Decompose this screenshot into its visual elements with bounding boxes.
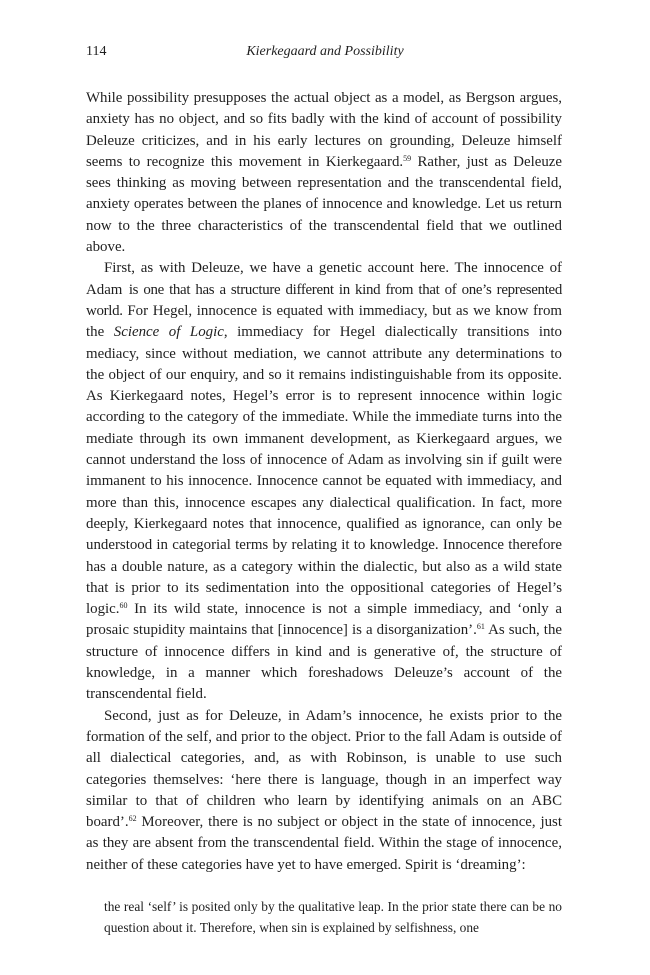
paragraph-text: While possibility presupposes the actual object as a model, as Bergson argues, anxiety has no object, and so fits badly with the kind of account of possibility Deleuze criticizes, and in his early lectures on grounding, Deleuze himself seems to recognize this movement in Kierkegaard. (86, 90, 562, 170)
paragraph-text: is one that has a structure different in kind from that of one’s represented world. (86, 281, 562, 319)
footnote-ref: 62 (128, 814, 137, 824)
paragraph-text: Second, just as for Deleuze, in Adam’s innocence, he exists prior to the formation of the self, and prior to the object. Prior to the fall Adam is outside of all dialectical categories, and, as with Robinson, is unable to use such categories themselves: ‘here there is language, though in an imperfect way similar to that of children who learn by identifying animals on an ABC board’. (86, 707, 562, 831)
footnote-ref: 59 (403, 153, 412, 163)
footnote-ref: 60 (119, 601, 128, 611)
paragraph-text: First, as with Deleuze, we have a genetic account here. The innocence of Adam (86, 260, 562, 298)
paragraph-3 (86, 706, 562, 876)
paragraph-1 (86, 88, 562, 258)
paragraph-text: , immediacy for Hegel dialectically transitions into mediacy, since without mediation, we cannot attribute any determinations to the object of our enquiry, and so it remains indistinguishable from its opposite. As Kierkegaard notes, Hegel’s error is to represent innocence within logic according to the category of the immediate. While the immediate turns into the mediate through its own immanent development, as Kierkegaard argues, we cannot understand the loss of innocence of Adam as involving sin if guilt were immanent to his innocence. Innocence cannot be equated with immediacy, and more than this, innocence escapes any dialectical qualification. In fact, more deeply, Kierkegaard notes that innocence, qualified as ignorance, can only be understood in categorial terms by relating it to knowledge. Innocence therefore has a double nature, as a category within the dialectic, but also as a wild state that is prior to its sedimentation into the oppositional categories of Hegel’s logic. (86, 324, 562, 618)
paragraph-text: In its wild state, innocence is not a simple immediacy, and ‘only a prosaic stupidity maintains that [innocence] is a disorganization’. (86, 601, 562, 639)
running-title: Kierkegaard and Possibility (246, 44, 404, 59)
paragraph-2 (86, 258, 562, 705)
paragraph-text: As such, the structure of innocence differs in kind and is generative of, the structure of knowledge, in a manner which foreshadows Deleuze’s account of the transcendental field. (86, 622, 562, 703)
paragraph-text: Moreover, there is no subject or object in the state of innocence, just as they are absent from the transcendental field. Within the stage of innocence, neither of these categories have yet to have emerged. Spirit is ‘dreaming’: (86, 814, 562, 873)
running-header (86, 44, 564, 66)
paragraph-text: Rather, just as Deleuze sees thinking as moving between representation and the transcendental field, anxiety operates between the planes of innocence and knowledge. Let us return now to the three characteristics of the transcendental field that we outlined above. (86, 153, 563, 256)
book-title: Science of Logic (113, 324, 224, 341)
block-quote: the real ‘self’ is posited only by the qualitative leap. In the prior state there can be no question about it. Therefore, when sin is explained by selfishness, one (104, 898, 562, 935)
footnote-ref: 61 (476, 622, 485, 632)
paragraph-text: For Hegel, innocence is equated with immediacy, but as we know from the (86, 302, 562, 341)
page-number: 114 (86, 44, 107, 59)
main-text (86, 88, 562, 938)
